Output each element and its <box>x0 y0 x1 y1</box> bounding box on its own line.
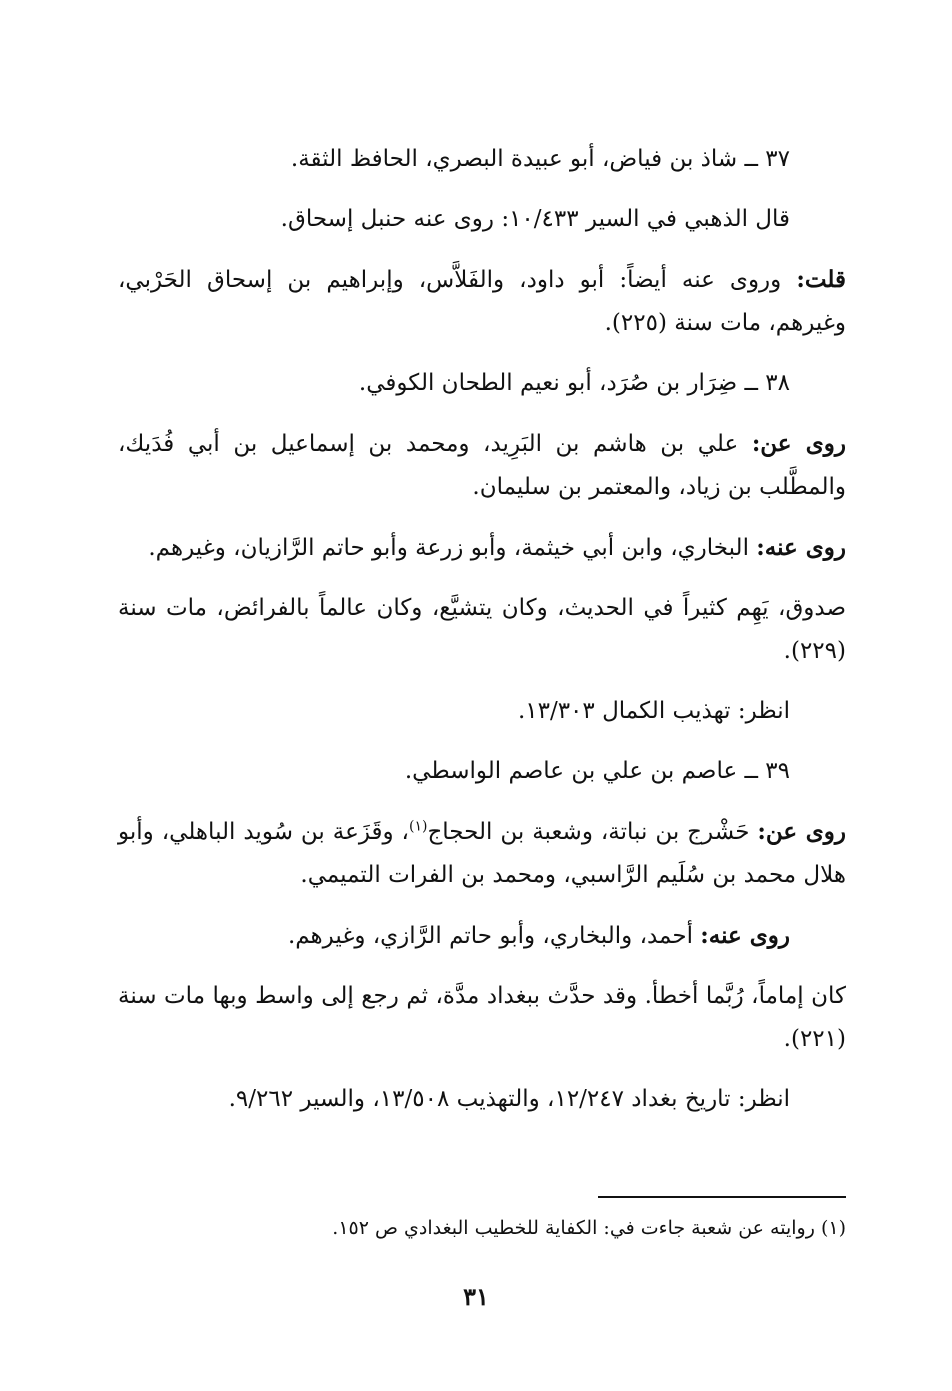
footnote-reference: (١) <box>408 818 428 835</box>
entry-39-narrated-by <box>118 914 846 958</box>
entry-38-heading: ٣٨ ــ ضِرَار بن صُرَد، أبو نعيم الطحان الكوفي. <box>358 370 790 396</box>
main-text <box>118 138 846 1138</box>
paragraph-lead: روى عنه: <box>756 534 846 561</box>
footnote-separator <box>598 1196 846 1198</box>
footnote-marker: (١) <box>820 1217 846 1239</box>
entry-38-grading: صدوق، يَهِم كثيراً في الحديث، وكان يتشيَّع، وكان عالماً بالفرائض، مات سنة (٢٢٩). <box>118 595 846 664</box>
footnote <box>118 1212 846 1244</box>
paragraph-text: أحمد، والبخاري، وأبو حاتم الرَّازي، وغيرهم. <box>287 923 693 949</box>
entry-39-heading: ٣٩ ــ عاصم بن علي بن عاصم الواسطي. <box>404 758 790 784</box>
paragraph-lead: روى عنه: <box>700 922 790 949</box>
paragraph-text: البخاري، وابن أبي خيثمة، وأبو زرعة وأبو حاتم الرَّازيان، وغيرهم. <box>148 535 749 561</box>
paragraph-lead: روى عن: <box>757 818 846 845</box>
paragraph-text: علي بن هاشم بن البَرِيد، ومحمد بن إسماعيل بن أبي فُدَيك، والمطَّلب بن زياد، والمعتمر بن سليمان. <box>118 431 846 500</box>
paragraph-text: حَشْرج بن نباتة، وشعبة بن الحجاج <box>427 819 750 845</box>
entry-39-narrated-from <box>118 810 846 897</box>
entry-38-narrated-by <box>118 526 846 570</box>
entry-39-grading: كان إماماً، رُبَّما أخطأ. وقد حدَّث ببغداد مدَّة، ثم رجع إلى واسط وبها مات سنة (٢٢١). <box>118 983 846 1052</box>
paragraph-lead: روى عن: <box>751 430 846 457</box>
entry-38-reference: انظر: تهذيب الكمال ١٣/٣٠٣. <box>517 698 790 724</box>
paragraph-lead: قلت: <box>796 266 847 293</box>
paragraph-text: ، وقَزَعة بن سُويد الباهلي، وأبو هلال محمد بن سُلَيم الرَّاسبي، ومحمد بن الفرات التميمي. <box>118 819 846 888</box>
entry-37-paragraph-1: قال الذهبي في السير ١٠/٤٣٣: روى عنه حنبل إسحاق. <box>280 206 790 232</box>
entry-37-paragraph-2 <box>118 258 846 345</box>
entry-39-reference: انظر: تاريخ بغداد ١٢/٢٤٧، والتهذيب ١٣/٥٠٨، والسير ٩/٢٦٢. <box>228 1086 790 1112</box>
entry-38-narrated-from <box>118 422 846 509</box>
paragraph-text: وروى عنه أيضاً: أبو داود، والفَلاَّس، وإبراهيم بن إسحاق الحَرْبي، وغيرهم، مات سنة (٢٢٥). <box>118 267 846 336</box>
footnote-text: روايته عن شعبة جاءت في: الكفاية للخطيب البغدادي ص ١٥٢. <box>332 1217 815 1239</box>
entry-37-heading: ٣٧ ــ شاذ بن فياض، أبو عبيدة البصري، الحافظ الثقة. <box>290 146 790 172</box>
page-number: ٣١ <box>463 1282 489 1311</box>
